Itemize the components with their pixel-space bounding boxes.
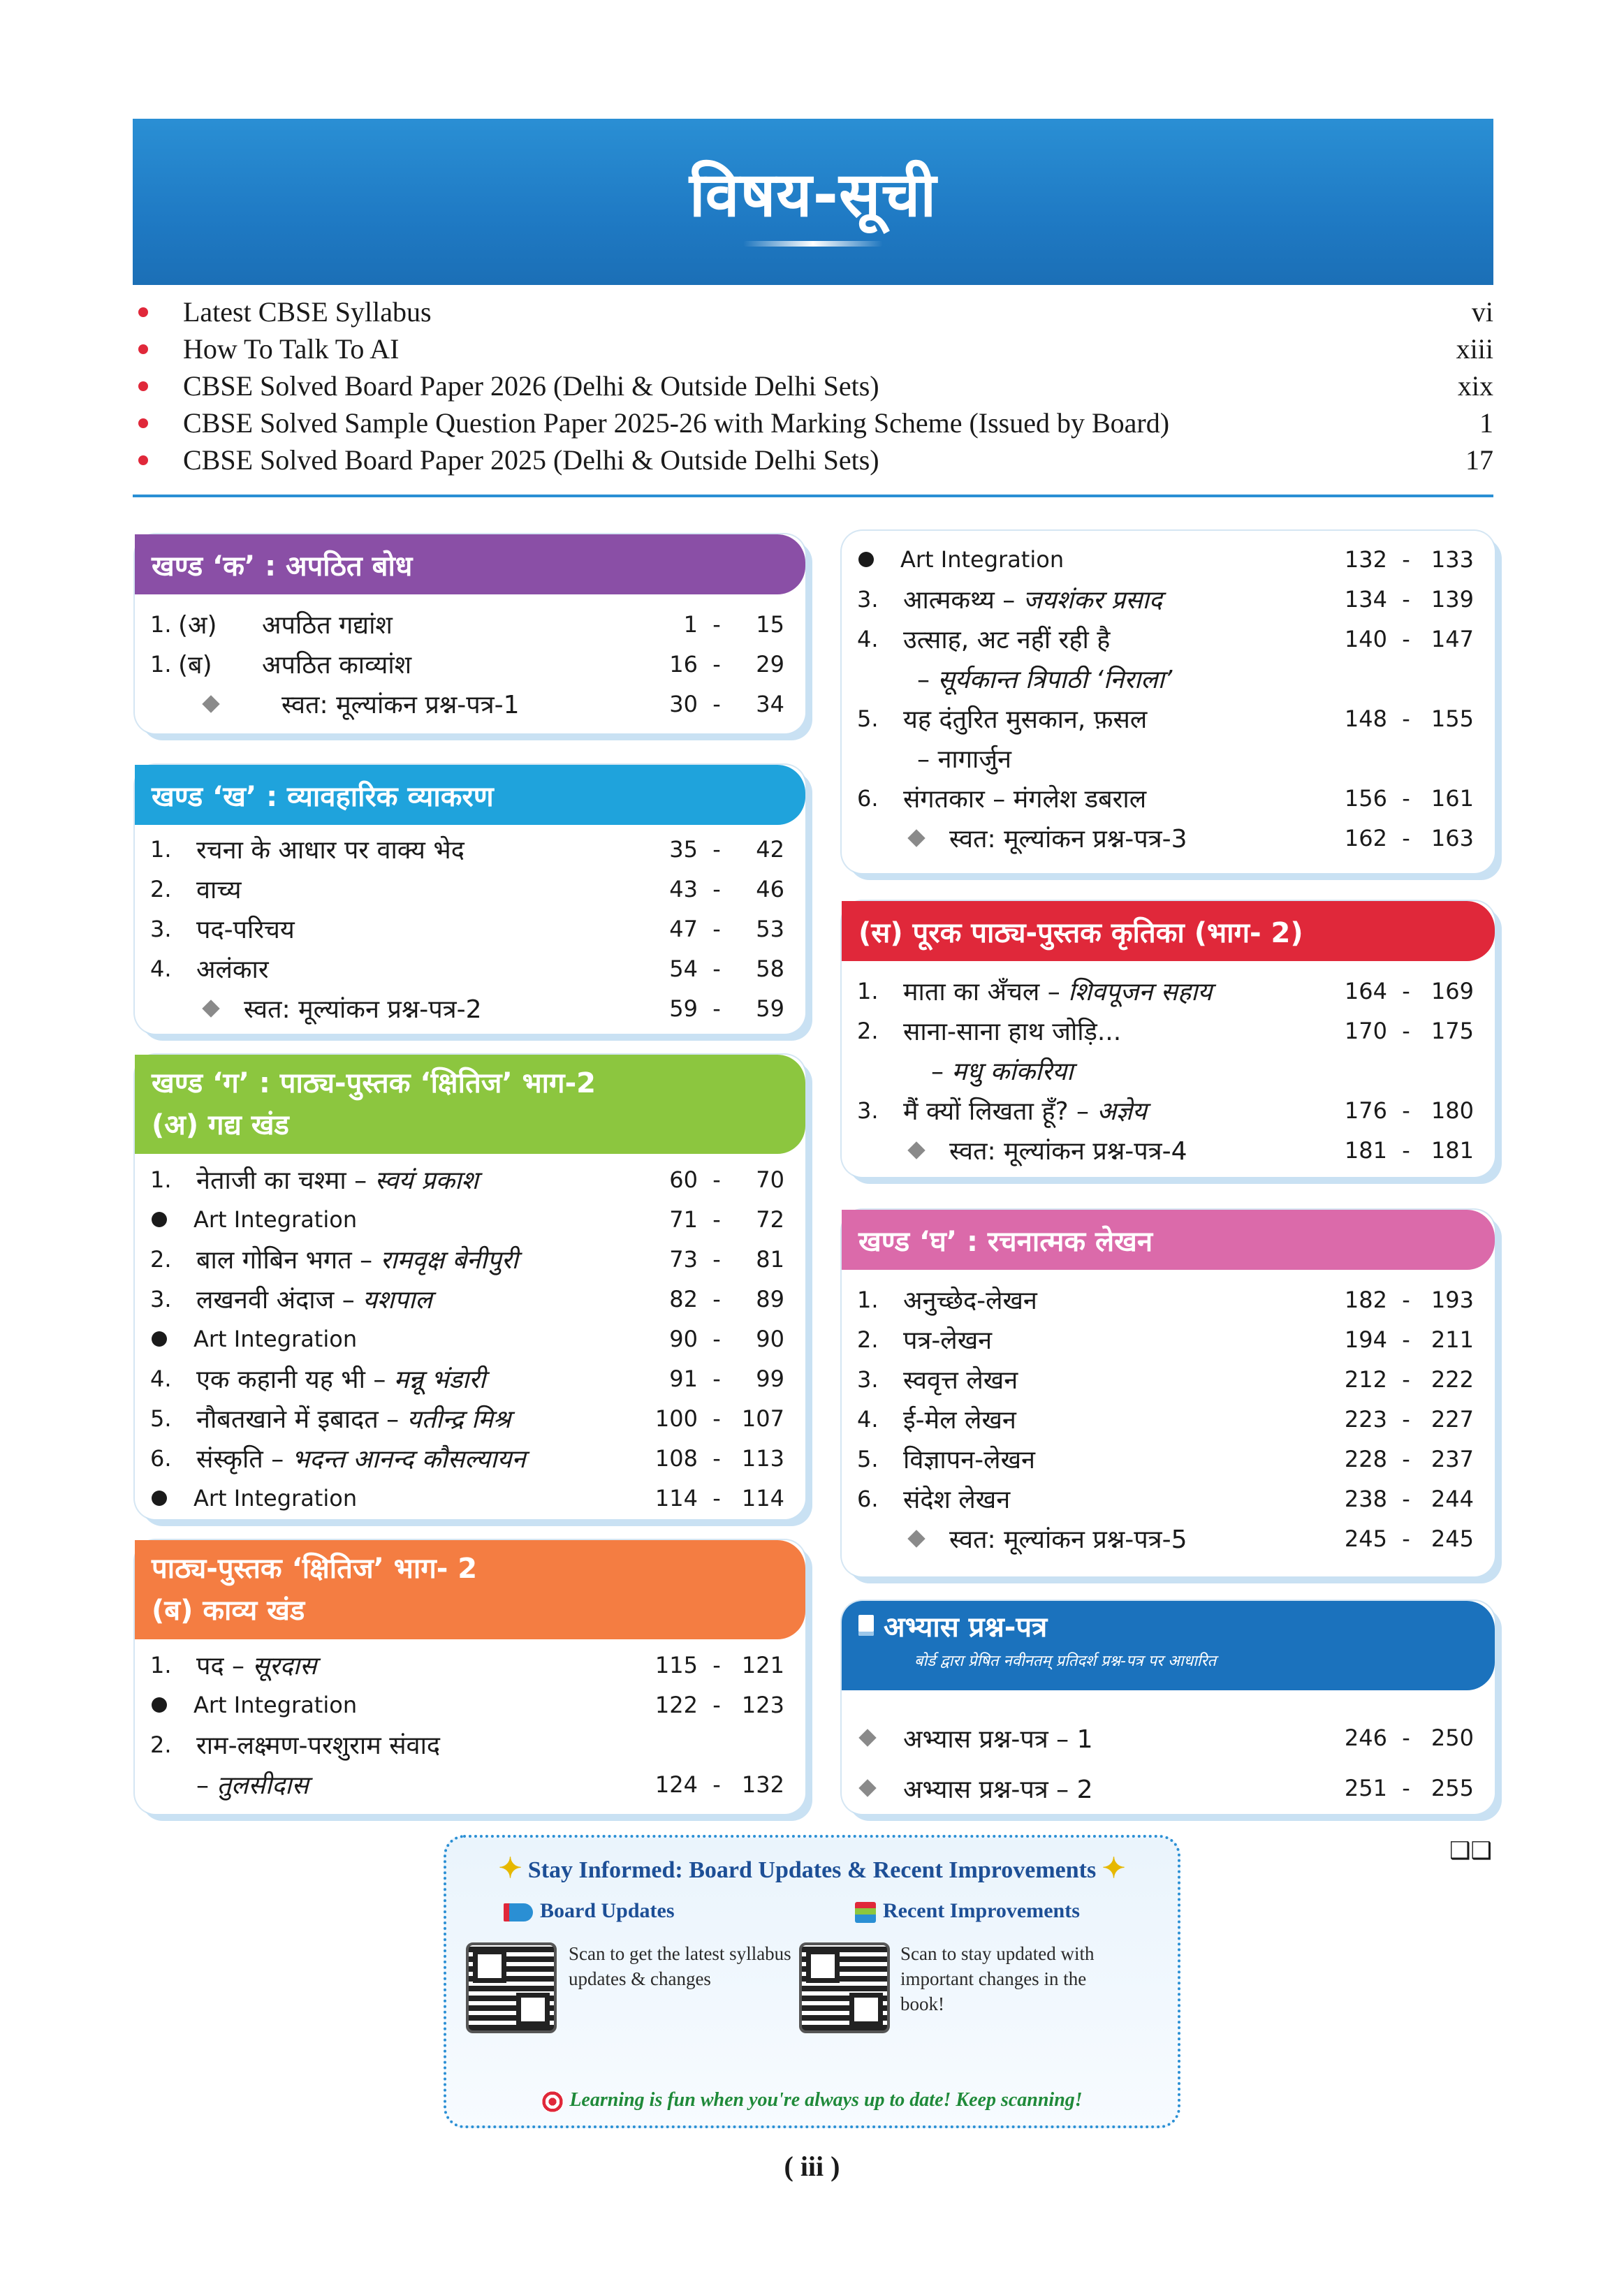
toc-row[interactable]: 4. एक कहानी यह भी – मन्नू भंडारी 91 - 99	[135, 1359, 805, 1398]
page-to: 29	[756, 650, 784, 678]
page-to: 244	[1431, 1485, 1474, 1512]
item-page: 17	[1465, 444, 1493, 476]
page-from: 60	[669, 1166, 698, 1193]
toc-row[interactable]: 2. बाल गोबिन भगत – रामवृक्ष बेनीपुरी 73 - 81	[135, 1239, 805, 1279]
page-to: 245	[1431, 1525, 1474, 1552]
item-label: Latest CBSE Syllabus	[183, 296, 432, 328]
row-label: अभ्यास प्रश्न-पत्र – 1	[903, 1725, 1093, 1754]
toc-row[interactable]: Art Integration 132 - 133	[842, 539, 1495, 579]
end-mark: ❑❑	[1449, 1837, 1492, 1865]
section-gha-card	[842, 1210, 1495, 1576]
page-from: 170	[1344, 1017, 1387, 1044]
page-to: 227	[1431, 1405, 1474, 1433]
row-sub: (ब)	[178, 651, 212, 680]
recent-improvements-heading: Recent Improvements	[855, 1899, 1080, 1923]
page-to: 99	[756, 1365, 784, 1392]
page-to: 175	[1431, 1017, 1474, 1044]
page-from: 47	[669, 915, 698, 942]
page-to: 58	[756, 955, 784, 982]
section-sa-header: (स) पूरक पाठ्य-पुस्तक कृतिका (भाग- 2)	[842, 901, 1495, 961]
toc-row[interactable]: 1. नेताजी का चश्मा – स्वयं प्रकाश 60 - 70	[135, 1159, 805, 1199]
recent-improvements-qr[interactable]	[799, 1942, 890, 2033]
toc-row[interactable]: स्वत: मूल्यांकन प्रश्न-पत्र-3 162 - 163	[842, 818, 1495, 858]
toc-row[interactable]	[135, 1725, 805, 1764]
contents-banner	[133, 119, 1493, 285]
row-number: 1.	[150, 1166, 172, 1193]
page-from: 90	[669, 1325, 698, 1352]
target-icon	[541, 2091, 564, 2113]
page-from: 35	[669, 835, 698, 863]
row-number: 1.	[857, 977, 879, 1004]
page-to: 139	[1431, 585, 1474, 613]
item-page: xix	[1457, 370, 1493, 402]
row-label: साना-साना हाथ जोड़ि...	[903, 1018, 1122, 1046]
row-label: – सूर्यकान्त त्रिपाठी ‘निराला’	[917, 666, 1173, 694]
page-to: 123	[741, 1691, 784, 1718]
page-to: 42	[756, 835, 784, 863]
page-to: 222	[1431, 1366, 1474, 1393]
page-from: 246	[1344, 1725, 1387, 1751]
section-abhyas-card	[842, 1601, 1495, 1814]
section-kavya-card	[135, 1540, 805, 1814]
row-number: 3.	[150, 915, 172, 942]
row-label: स्वत: मूल्यांकन प्रश्न-पत्र-1	[281, 691, 520, 719]
board-updates-heading: Board Updates	[509, 1899, 675, 1923]
section-ga-header	[135, 1055, 805, 1154]
page-to: 107	[741, 1405, 784, 1432]
toc-row[interactable]: Art Integration 90 - 90	[135, 1319, 805, 1359]
toc-row[interactable]: 3. पद-परिचय 47 - 53	[135, 909, 805, 949]
toc-row[interactable]: 2. साना-साना हाथ जोड़ि... 170 - 175	[842, 1011, 1495, 1051]
page-from: 156	[1344, 784, 1387, 812]
page-to: 46	[756, 875, 784, 902]
toc-row[interactable]: 1. अनुच्छेद-लेखन 182 - 193	[842, 1280, 1495, 1319]
page-from: 124	[654, 1771, 698, 1798]
page-from: 251	[1344, 1775, 1387, 1801]
list-item[interactable]	[133, 293, 1493, 330]
page-from: 1	[683, 610, 698, 638]
page-from: 194	[1344, 1326, 1387, 1353]
row-label: – तुलसीदास	[196, 1771, 309, 1800]
page-to: 255	[1431, 1775, 1474, 1801]
diamond-icon	[202, 1000, 219, 1017]
page-to: 53	[756, 915, 784, 942]
toc-row[interactable]: Art Integration 71 - 72	[135, 1199, 805, 1239]
row-label: राम-लक्ष्मण-परशुराम संवाद	[196, 1732, 441, 1760]
bullet-icon	[138, 307, 148, 317]
page-to: 163	[1431, 824, 1474, 851]
toc-row[interactable]: 1. रचना के आधार पर वाक्य भेद 35 - 42	[135, 829, 805, 869]
row-number: 2.	[150, 1245, 172, 1273]
toc-row[interactable]	[842, 738, 1495, 778]
row-number: 4.	[150, 955, 172, 982]
board-updates-qr[interactable]	[466, 1942, 557, 2033]
row-label: रचना के आधार पर वाक्य भेद	[196, 836, 464, 865]
row-label: नेताजी का चश्मा – स्वयं प्रकाश	[196, 1166, 478, 1195]
page-from: 54	[669, 955, 698, 982]
row-label: Art Integration	[193, 1206, 358, 1233]
header-line-2: (ब) काव्य खंड	[152, 1595, 305, 1627]
row-label: अपठित काव्यांश	[262, 651, 412, 680]
toc-row[interactable]: 6. संस्कृति – भदन्त आनन्द कौसल्यायन 108 - 113	[135, 1438, 805, 1478]
page-from: 73	[669, 1245, 698, 1273]
page-to: 113	[741, 1444, 784, 1472]
row-label: स्वत: मूल्यांकन प्रश्न-पत्र-4	[949, 1137, 1187, 1166]
row-label: स्वत: मूल्यांकन प्रश्न-पत्र-3	[949, 825, 1187, 854]
item-page: vi	[1471, 296, 1493, 328]
section-kha-header: खण्ड ‘ख’ : व्यावहारिक व्याकरण	[135, 765, 805, 825]
row-label: स्वत: मूल्यांकन प्रश्न-पत्र-5	[949, 1525, 1187, 1554]
page-to: 89	[756, 1285, 784, 1312]
row-label: नौबतखाने में इबादत – यतीन्द्र मिश्र	[196, 1405, 511, 1434]
row-number: 6.	[857, 1485, 879, 1512]
row-label: संदेश लेखन	[903, 1486, 1011, 1514]
row-number: 2.	[150, 1731, 172, 1758]
page-from: 82	[669, 1285, 698, 1312]
bullet-icon	[152, 1212, 167, 1227]
toc-row[interactable]: Art Integration 122 - 123	[135, 1685, 805, 1725]
row-number: 3.	[857, 585, 879, 613]
row-label: – मधु कांकरिया	[931, 1057, 1074, 1086]
page-to: 147	[1431, 625, 1474, 652]
megaphone-icon	[509, 1903, 533, 1921]
page-from: 176	[1344, 1097, 1387, 1124]
title-underline	[743, 241, 883, 247]
bullet-icon	[152, 1331, 167, 1347]
row-number: 1.	[150, 650, 172, 678]
page-from: 91	[669, 1365, 698, 1392]
list-item[interactable]	[133, 330, 1493, 367]
toc-row[interactable]: स्वत: मूल्यांकन प्रश्न-पत्र-1 30 - 34	[135, 684, 805, 724]
page-from: 115	[654, 1651, 698, 1678]
item-label: CBSE Solved Board Paper 2025 (Delhi & Outside Delhi Sets)	[183, 444, 879, 476]
top-contents-list	[133, 293, 1493, 478]
toc-row[interactable]: 6. संगतकार – मंगलेश डबराल 156 - 161	[842, 778, 1495, 818]
row-number: 5.	[857, 1445, 879, 1472]
row-number: 4.	[857, 1405, 879, 1433]
row-label: – नागार्जुन	[917, 745, 1012, 774]
page-from: 71	[669, 1206, 698, 1233]
row-label: Art Integration	[193, 1691, 358, 1718]
toc-row[interactable]: 1. (अ) अपठित गद्यांश 1 - 15	[135, 604, 805, 644]
section-abhyas-header	[842, 1601, 1495, 1690]
row-label: मैं क्यों लिखता हूँ? – अज्ञेय	[903, 1097, 1147, 1126]
section-ga-card	[135, 1055, 805, 1519]
row-label: आत्मकथ्य – जयशंकर प्रसाद	[903, 586, 1162, 615]
toc-row[interactable]: 5. विज्ञापन-लेखन 228 - 237	[842, 1439, 1495, 1479]
header-line-1: पाठ्य-पुस्तक ‘क्षितिज’ भाग- 2	[152, 1553, 478, 1585]
toc-row[interactable]: 6. संदेश लेखन 238 - 244	[842, 1479, 1495, 1518]
row-number: 3.	[150, 1285, 172, 1312]
toc-row[interactable]: 2. पत्र-लेखन 194 - 211	[842, 1319, 1495, 1359]
toc-row[interactable]: 5. यह दंतुरित मुसकान, फ़सल 148 - 155	[842, 698, 1495, 738]
page-from: 162	[1344, 824, 1387, 851]
page-from: 212	[1344, 1366, 1387, 1393]
toc-row[interactable]	[842, 1051, 1495, 1090]
page-from: 59	[669, 995, 698, 1022]
qr-title-text: Stay Informed: Board Updates & Recent Improvements	[527, 1857, 1097, 1883]
page-to: 211	[1431, 1326, 1474, 1353]
board-updates-text: Scan to get the latest syllabus updates & changes	[569, 1943, 791, 1989]
page-to: 250	[1431, 1725, 1474, 1751]
row-number: 5.	[857, 705, 879, 732]
bullet-icon	[138, 381, 148, 391]
page-from: 114	[654, 1484, 698, 1511]
section-ka-card	[135, 534, 805, 733]
page-to: 132	[741, 1771, 784, 1798]
page-from: 148	[1344, 705, 1387, 732]
qr-box-title	[446, 1852, 1178, 1884]
row-label: Art Integration	[193, 1484, 358, 1511]
toc-row[interactable]: 3. आत्मकथ्य – जयशंकर प्रसाद 134 - 139	[842, 579, 1495, 619]
row-label: माता का अँचल – शिवपूजन सहाय	[903, 978, 1213, 1006]
toc-row[interactable]: 4. ई-मेल लेखन 223 - 227	[842, 1399, 1495, 1439]
row-number: 4.	[857, 625, 879, 652]
sparkle-icon: ✦	[498, 1852, 522, 1884]
row-number: 4.	[150, 1365, 172, 1392]
page-from: 134	[1344, 585, 1387, 613]
page-from: 100	[654, 1405, 698, 1432]
row-label: लखनवी अंदाज – यशपाल	[196, 1286, 432, 1315]
row-sub: (अ)	[178, 611, 217, 640]
row-label: एक कहानी यह भी – मन्नू भंडारी	[196, 1366, 486, 1394]
page-from: 182	[1344, 1286, 1387, 1313]
page-to: 114	[741, 1484, 784, 1511]
row-number: 1.	[150, 610, 172, 638]
section-kha-card	[135, 765, 805, 1034]
row-number: 1.	[857, 1286, 879, 1313]
sparkle-icon: ✦	[1102, 1852, 1126, 1884]
row-label: पद-परिचय	[196, 916, 295, 944]
row-label: यह दंतुरित मुसकान, फ़सल	[903, 705, 1148, 734]
qr-info-box	[444, 1835, 1180, 2128]
page-to: 34	[756, 690, 784, 717]
page-to: 237	[1431, 1445, 1474, 1472]
row-label: संगतकार – मंगलेश डबराल	[903, 785, 1147, 814]
row-number: 2.	[150, 875, 172, 902]
toc-row[interactable]: 3. मैं क्यों लिखता हूँ? – अज्ञेय 176 - 180	[842, 1090, 1495, 1130]
item-page: 1	[1479, 407, 1493, 439]
bullet-icon	[138, 455, 148, 465]
row-label: बाल गोबिन भगत – रामवृक्ष बेनीपुरी	[196, 1246, 518, 1275]
bullet-icon	[138, 344, 148, 354]
row-label: अपठित गद्यांश	[262, 611, 393, 640]
page-title: विषय-सूची	[689, 159, 937, 230]
toc-row[interactable]: 4. अलंकार 54 - 58	[135, 949, 805, 988]
row-number: 2.	[857, 1326, 879, 1353]
item-label: CBSE Solved Board Paper 2026 (Delhi & Outside Delhi Sets)	[183, 370, 879, 402]
header-line-1: खण्ड ‘ग’ : पाठ्य-पुस्तक ‘क्षितिज’ भाग-2	[152, 1067, 597, 1099]
toc-row[interactable]: स्वत: मूल्यांकन प्रश्न-पत्र-2 59 - 59	[135, 988, 805, 1028]
diamond-icon	[907, 1530, 925, 1547]
row-label: पत्र-लेखन	[903, 1326, 993, 1355]
bullet-icon	[138, 418, 148, 428]
books-icon	[855, 1902, 876, 1923]
document-icon	[858, 1615, 874, 1636]
diamond-icon	[858, 1779, 876, 1796]
item-label: CBSE Solved Sample Question Paper 2025-26 with Marking Scheme (Issued by Board)	[183, 407, 1170, 439]
list-item[interactable]	[133, 367, 1493, 404]
row-label: स्ववृत्त लेखन	[903, 1366, 1018, 1395]
section-ka-header: खण्ड ‘क’ : अपठित बोध	[135, 534, 805, 594]
row-number: 5.	[150, 1405, 172, 1432]
row-number: 1.	[150, 835, 172, 863]
row-number: 3.	[857, 1097, 879, 1124]
bullet-icon	[858, 552, 874, 567]
page-to: 161	[1431, 784, 1474, 812]
row-label: अभ्यास प्रश्न-पत्र – 2	[903, 1775, 1093, 1804]
page-to: 70	[756, 1166, 784, 1193]
page-to: 90	[756, 1325, 784, 1352]
page-from: 164	[1344, 977, 1387, 1004]
section-kavya-cont-card	[842, 531, 1495, 873]
diamond-icon	[907, 829, 925, 847]
toc-row[interactable]: 1. (ब) अपठित काव्यांश 16 - 29	[135, 644, 805, 684]
page-to: 193	[1431, 1286, 1474, 1313]
diamond-icon	[202, 695, 219, 712]
page-from: 223	[1344, 1405, 1387, 1433]
toc-row[interactable]: 1. पद – सूरदास 115 - 121	[135, 1645, 805, 1685]
page-from: 30	[669, 690, 698, 717]
page-from: 122	[654, 1691, 698, 1718]
row-label: पद – सूरदास	[196, 1652, 317, 1681]
diamond-icon	[858, 1729, 876, 1746]
item-label: How To Talk To AI	[183, 333, 400, 365]
row-label: विज्ञापन-लेखन	[903, 1446, 1035, 1474]
row-number: 3.	[857, 1366, 879, 1393]
row-label: स्वत: मूल्यांकन प्रश्न-पत्र-2	[244, 995, 482, 1024]
item-page: xiii	[1456, 333, 1493, 365]
row-number: 2.	[857, 1017, 879, 1044]
row-label: ई-मेल लेखन	[903, 1406, 1016, 1435]
page-to: 155	[1431, 705, 1474, 732]
toc-row[interactable]: स्वत: मूल्यांकन प्रश्न-पत्र-4 181 - 181	[842, 1130, 1495, 1170]
row-label: Art Integration	[193, 1325, 358, 1352]
toc-row[interactable]: – तुलसीदास 124 - 132	[135, 1764, 805, 1804]
bullet-icon	[152, 1491, 167, 1506]
page-from: 16	[669, 650, 698, 678]
page-to: 121	[741, 1651, 784, 1678]
page-to: 180	[1431, 1097, 1474, 1124]
page-to: 72	[756, 1206, 784, 1233]
row-number: 6.	[857, 784, 879, 812]
page-from: 43	[669, 875, 698, 902]
header-title: अभ्यास प्रश्न-पत्र	[884, 1611, 1048, 1644]
row-number: 6.	[150, 1444, 172, 1472]
page-from: 108	[654, 1444, 698, 1472]
row-label: संस्कृति – भदन्त आनन्द कौसल्यायन	[196, 1445, 526, 1474]
header-subtitle: बोर्ड द्वारा प्रेषित नवीनतम् प्रतिदर्श प्रश्न-पत्र पर आधारित	[914, 1653, 1217, 1670]
row-label: उत्साह, अट नहीं रही है	[903, 626, 1111, 654]
page-from: 140	[1344, 625, 1387, 652]
toc-row[interactable]: स्वत: मूल्यांकन प्रश्न-पत्र-5 245 - 245	[842, 1518, 1495, 1558]
divider	[133, 495, 1493, 497]
page-to: 181	[1431, 1136, 1474, 1164]
list-item[interactable]	[133, 404, 1493, 441]
toc-row[interactable]: 3. लखनवी अंदाज – यशपाल 82 - 89	[135, 1279, 805, 1319]
page-number: ( iii )	[784, 2151, 840, 2182]
page-to: 15	[756, 610, 784, 638]
row-number: 1.	[150, 1651, 172, 1678]
list-item[interactable]	[133, 441, 1493, 478]
qr-box-footer: Learning is fun when you're always up to date! Keep scanning!	[446, 2089, 1178, 2113]
page-to: 81	[756, 1245, 784, 1273]
toc-row[interactable]: 4. उत्साह, अट नहीं रही है 140 - 147	[842, 619, 1495, 659]
toc-row[interactable]: 1. माता का अँचल – शिवपूजन सहाय 164 - 169	[842, 971, 1495, 1011]
row-label: वाच्य	[196, 876, 242, 905]
diamond-icon	[907, 1141, 925, 1159]
page-from: 245	[1344, 1525, 1387, 1552]
toc-row[interactable]: 3. स्ववृत्त लेखन 212 - 222	[842, 1359, 1495, 1399]
toc-row[interactable]: 5. नौबतखाने में इबादत – यतीन्द्र मिश्र 100 - 107	[135, 1398, 805, 1438]
recent-improvements-text: Scan to stay updated with important changes in the book!	[900, 1943, 1095, 2014]
section-gha-header: खण्ड ‘घ’ : रचनात्मक लेखन	[842, 1210, 1495, 1270]
page-from: 181	[1344, 1136, 1387, 1164]
row-label: अनुच्छेद-लेखन	[903, 1287, 1037, 1315]
page-from: 238	[1344, 1485, 1387, 1512]
toc-row[interactable]: अभ्यास प्रश्न-पत्र – 1 246 - 250	[842, 1713, 1495, 1763]
bullet-icon	[152, 1697, 167, 1713]
toc-row[interactable]: 2. वाच्य 43 - 46	[135, 869, 805, 909]
toc-row[interactable]: अभ्यास प्रश्न-पत्र – 2 251 - 255	[842, 1763, 1495, 1813]
row-label: Art Integration	[900, 546, 1065, 573]
page-to: 169	[1431, 977, 1474, 1004]
page-from: 228	[1344, 1445, 1387, 1472]
header-line-2: (अ) गद्य खंड	[152, 1109, 289, 1141]
row-label: अलंकार	[196, 956, 269, 984]
page-to: 59	[756, 995, 784, 1022]
page-from: 132	[1344, 546, 1387, 573]
toc-row[interactable]: Art Integration 114 - 114	[135, 1478, 805, 1518]
toc-row[interactable]	[842, 659, 1495, 698]
page-to: 133	[1431, 546, 1474, 573]
section-kavya-header	[135, 1540, 805, 1639]
section-sa-card	[842, 901, 1495, 1177]
